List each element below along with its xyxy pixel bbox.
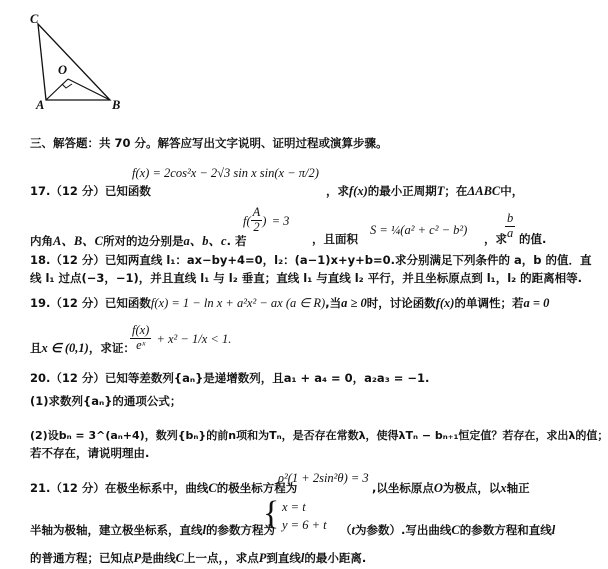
q20-line1: 20.（12 分）已知等差数列{aₙ}是递增数列，且a₁ + a₄ = 0，a₂a₃ = −1.	[30, 371, 430, 385]
q17-area-formula: S = ¼(a² + c² − b²)	[370, 223, 468, 237]
q17-ratio: $\frac{b}{a}$	[507, 211, 514, 240]
label-o: O	[58, 63, 68, 77]
q21-system-eq2: y = 6 + t	[282, 518, 327, 532]
q17-area-label: ，且面积	[312, 232, 358, 246]
q17-line2: 内角A、B、C所对的边分别是a、b、c. 若	[30, 234, 247, 248]
label-a: A	[36, 98, 45, 112]
q21-line1: 21.（12 分）在极坐标系中，曲线C的极坐标方程为	[30, 481, 298, 495]
right-angle-mark	[62, 84, 72, 88]
label-b: B	[112, 98, 121, 112]
q18-line1: 18.（12 分）已知两直线 l₁：ax−by+4=0，l₂：(a−1)x+y+b=0.求分别满足下列条件的 a，b 的值．直	[30, 253, 592, 267]
q17-function-formula: f(x) = 2cos²x − 2√3 sin x sin(x − π/2)	[132, 166, 319, 180]
q21-line2-start: 半轴为极轴，建立极坐标系，直线l的参数方程为	[30, 523, 275, 537]
q19-line2: 且x ∈ (0,1)，求证：	[30, 341, 135, 355]
q21-system-brace: {	[263, 495, 280, 532]
section-heading: 三、解答题：共 70 分。解答应写出文字说明、证明过程或演算步骤。	[30, 136, 388, 150]
q21-line3: 的普通方程；已知点P是曲线C上一点，，求点P到直线l的最小距离.	[30, 551, 367, 565]
q17-end: 的值.	[519, 232, 547, 246]
q21-system-eq1: x = t	[282, 500, 306, 514]
q20-part2a: (2)设bₙ = 3^(aₙ+4)，数列{bₙ}的前n项和为Tₙ，是否存在常数λ，使得λTₙ − bₙ₊₁恒定值？若存在，求出λ的值；	[30, 429, 608, 442]
segment-bo	[68, 79, 110, 100]
q21-polar-equation: ρ²(1 + 2sin²θ) = 3	[278, 471, 369, 485]
q21-line2-end: （t为参数）.写出曲线C的参数方程和直线l	[340, 523, 556, 537]
q20-part1: (1)求数列{aₙ}的通项公式；	[30, 394, 182, 408]
triangle-cab	[38, 24, 110, 100]
q20-part2b: 若不存在，请说明理由.	[30, 446, 150, 460]
q19-line1: 19.（12 分）已知函数f(x) = 1 − ln x + a²x² − ax (a ∈ R),当a ≥ 0时，讨论函数f(x)的单调性；若a = 0	[30, 296, 550, 310]
segment-ao	[46, 79, 68, 100]
q17-line1-mid: ，求f(x)的最小正周期T；在ΔABC中，	[326, 184, 524, 198]
q17-ask: ，求	[484, 232, 507, 246]
q17-fA-expression: f( $\frac{A}{2}$ ) = 3	[243, 205, 290, 234]
q17-line1-start: 17.（12 分）已知函数	[30, 184, 151, 198]
q18-line2: 线 l₁ 过点(−3，−1)，并且直线 l₁ 与 l₂ 垂直；直线 l₁ 与直线 l₂ 平行，并且坐标原点到 l₁，l₂ 的距离相等.	[30, 271, 583, 285]
q21-line1-end: ,以坐标原点O为极点，以x轴正	[372, 481, 530, 495]
label-c: C	[30, 12, 39, 26]
q19-inequality: $\frac{f(x)}{\text{eˣ}}$ + x² − 1/x < 1.	[132, 323, 232, 352]
